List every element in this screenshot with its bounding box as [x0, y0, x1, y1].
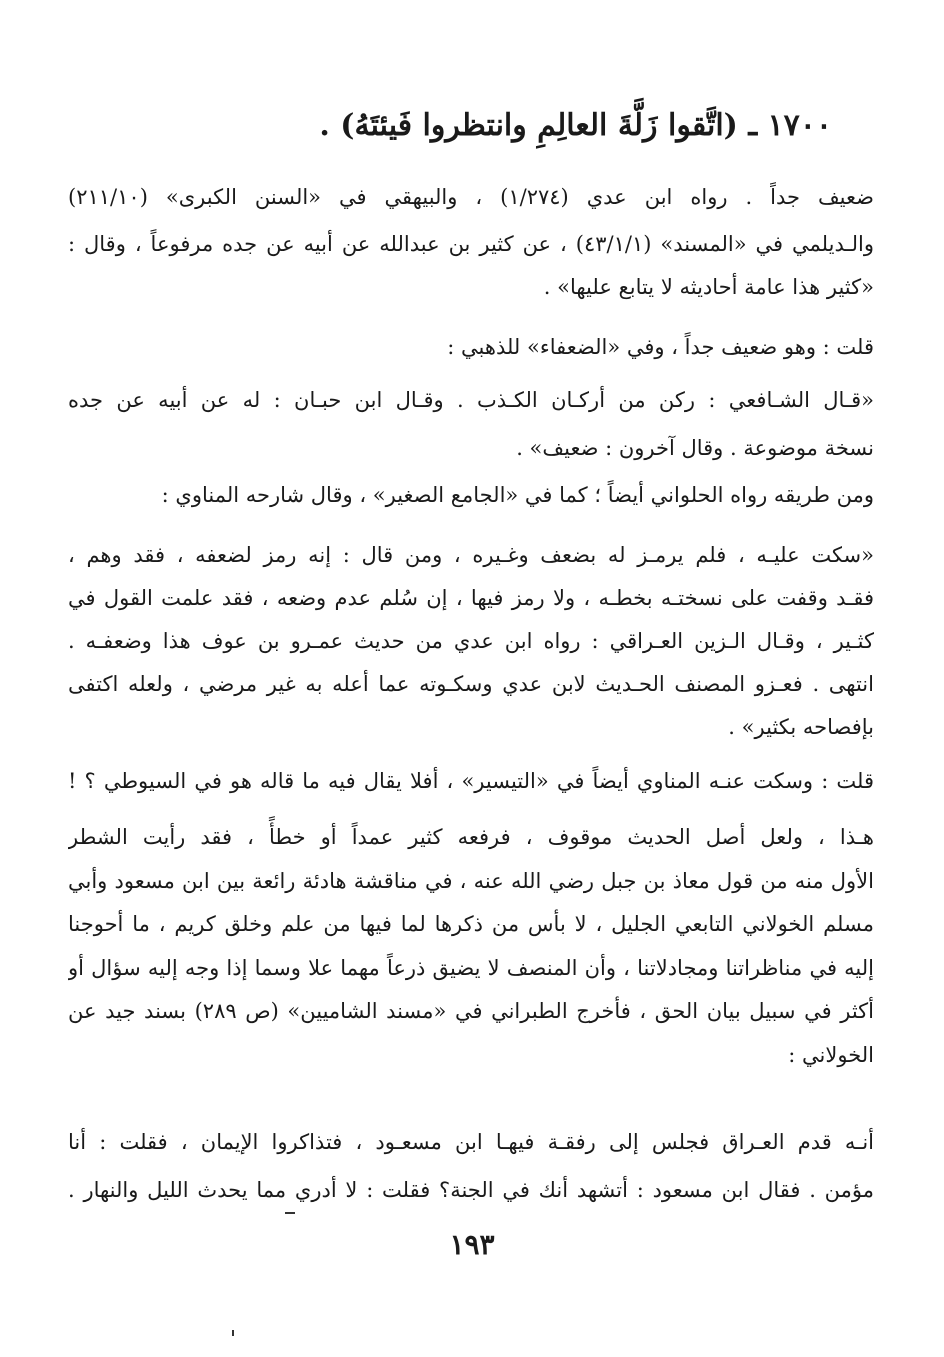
paragraph-munawi-quote	[68, 534, 874, 749]
hadith-heading: ١٧٠٠ ـ (اتَّقوا زَلَّةَ العالِمِ وانتظروا فَيئتَهُ) .	[319, 108, 832, 143]
paragraph-mawquf	[68, 816, 874, 1077]
text-line: «كثير هذا عامة أحاديثه لا يتابع عليها» .	[543, 275, 874, 299]
text-line: كثـير ، وقـال الـزين العـراقي : رواه ابن عدي من حديث عمـرو بن عوف هذا وضعفـه .	[68, 629, 874, 653]
text-line: إليه في مناظراتنا ومجادلاتنا ، وأن المنصف لا يضيق ذرعاً مهما علا وسما إذا وجه إليه سؤال أو	[68, 955, 874, 980]
text-line: الأول منه من قول معاذ بن جبل رضي الله عنه ، في مناقشة هادئة رائعة بين ابن مسعود وأبي	[68, 868, 874, 893]
paragraph-dhahabi	[68, 328, 874, 366]
scan-speck	[232, 1330, 234, 1336]
page-number: ١٩٣	[449, 1228, 495, 1261]
text-line: أنـه قدم العـراق فجلس إلى رفقـة فيهـا ابن مسعـود ، فتذاكروا الإيمان ، فقلت : أنا	[68, 1130, 874, 1154]
text-line: والـديلمي في «المسند» (٤٣/١/١) ، عن كثير بن عبدالله عن أبيه عن جده مرفوعاً ، وقال :	[68, 232, 874, 256]
text-line: نسخة موضوعة . وقال آخرون : ضعيف» .	[516, 436, 874, 460]
paragraph-halwani	[68, 476, 874, 514]
scan-speck	[285, 1212, 295, 1214]
text-line: فقـد وقفت على نسختـه بخطـه ، ولا رمز فيها ، إن سُلم عدم وضعه ، فقد علمت القول في	[68, 586, 874, 610]
paragraph-taysir	[68, 762, 874, 800]
text-line: «قـال الشـافعي : ركن من أركـان الكـذب . وقـال ابن حبـان : له عن أبيه عن جده	[68, 388, 874, 412]
text-line: بإفصاحه بكثير» .	[728, 715, 874, 739]
text-line: قلت : وسكت عنـه المناوي أيضاً في «التيسير» ، أفلا يقال فيه ما قاله هو في السيوطي ؟ !	[68, 769, 874, 793]
paragraph-grading	[68, 174, 874, 268]
text-line: «سكت عليـه ، فلم يرمـز له بضعف وغـيره ، ومن قال : إنه رمز لضعفه ، فقد وهم ،	[68, 543, 874, 567]
paragraph-shafii-quote	[68, 376, 874, 472]
text-line: مسلم الخولاني التابعي الجليل ، لا بأس من ذكرها لما فيها من علم وخلق كريم ، ما أحوجنا	[68, 912, 874, 936]
paragraph-khawlani-story	[68, 1118, 874, 1214]
text-line: هـذا ، ولعل أصل الحديث موقوف ، فرفعه كثير عمداً أو خطأً ، فقد رأيت الشطر	[68, 825, 874, 849]
text-line: انتهى . فعـزو المصنف الحـديث لابن عدي وسكـوته عما أعله به غير مرضي ، ولعله اكتفى	[68, 672, 874, 696]
text-line: قلت : وهو ضعيف جداً ، وفي «الضعفاء» للذهبي :	[447, 335, 874, 359]
text-line: ومن طريقه رواه الحلواني أيضاً ؛ كما في «الجامع الصغير» ، وقال شارحه المناوي :	[161, 483, 874, 507]
paragraph-quote-ibn-adi	[68, 268, 874, 306]
text-line: أكثر في سبيل بيان الحق ، فأخرج الطبراني في «مسند الشاميين» (ص ٢٨٩) بسند جيد عن	[68, 999, 874, 1023]
text-line: ضعيف جداً . رواه ابن عدي (١/٢٧٤) ، والبيهقي في «السنن الكبرى» (٢١١/١٠)	[68, 185, 874, 209]
text-line: مؤمن . فقال ابن مسعود : أتشهد أنك في الجنة؟ فقلت : لا أدري مما يحدث الليل والنهار .	[68, 1178, 874, 1202]
text-line: الخولاني :	[788, 1042, 874, 1067]
